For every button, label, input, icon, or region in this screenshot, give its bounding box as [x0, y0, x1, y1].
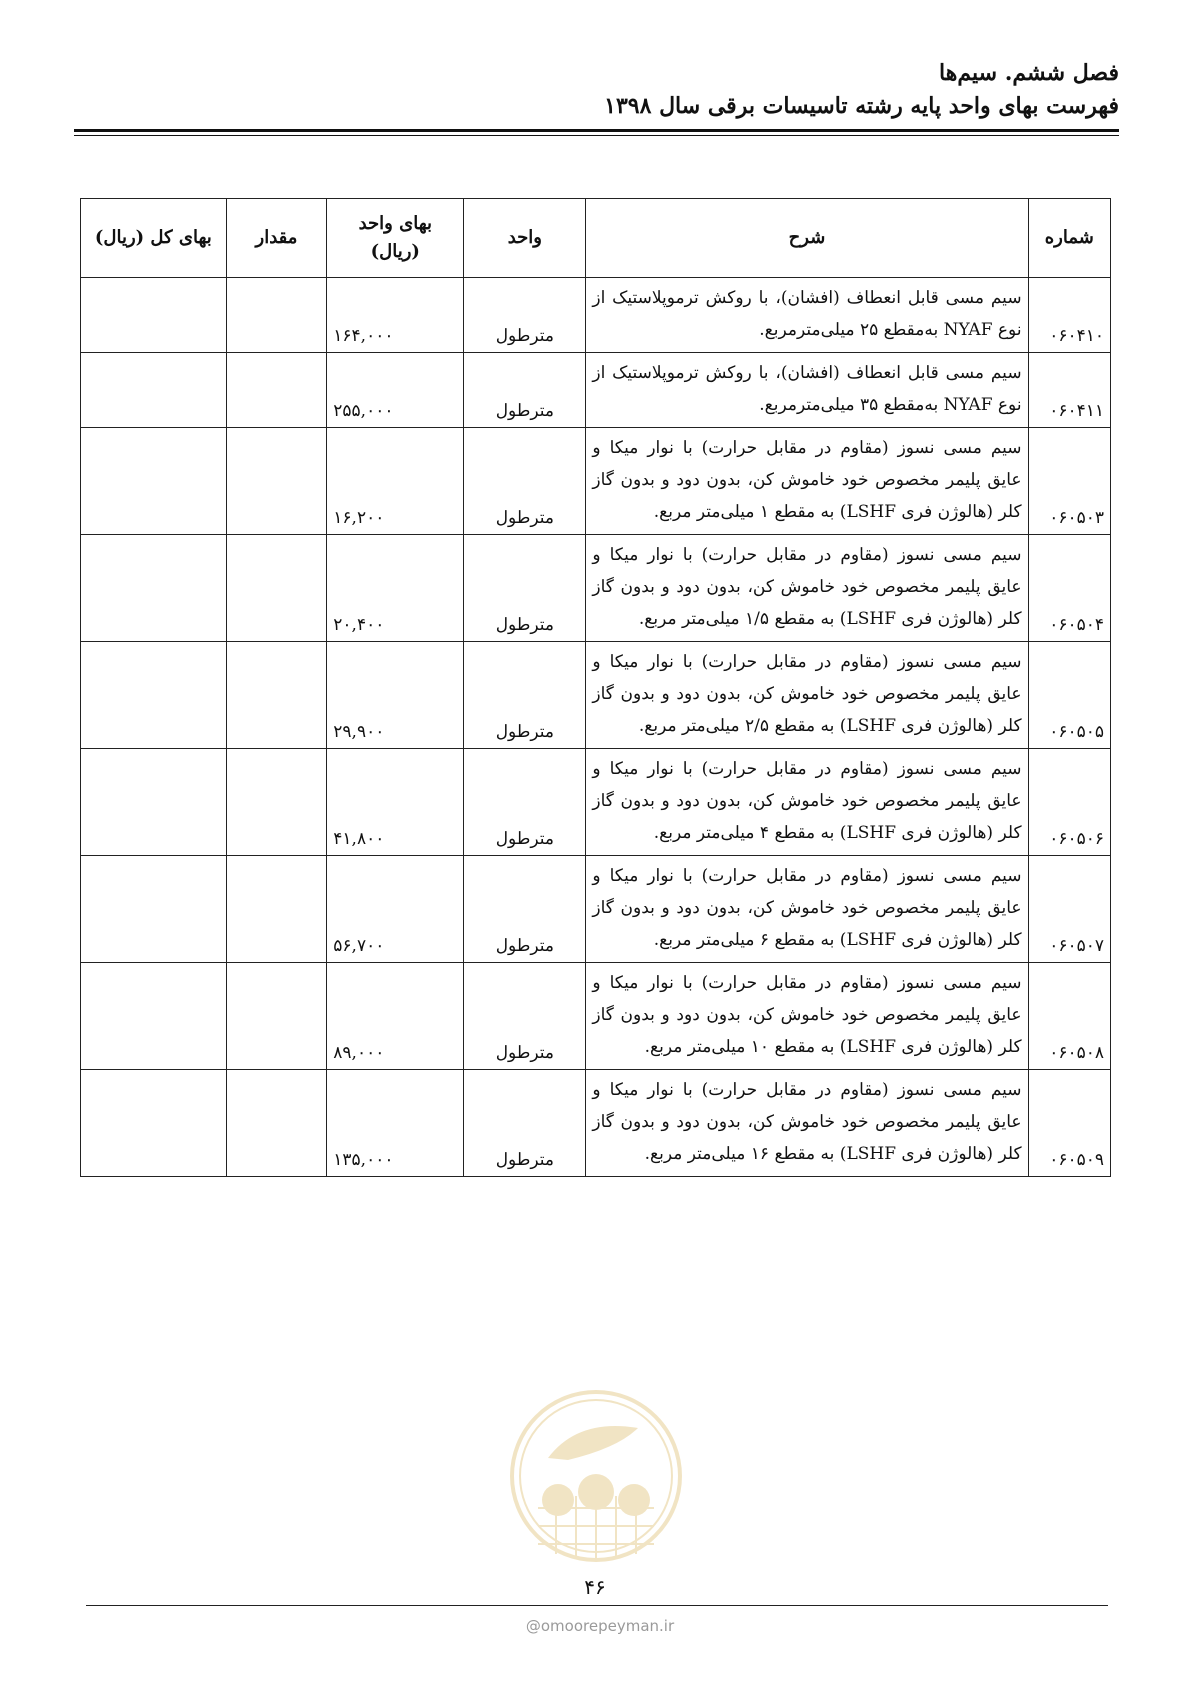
item-code: ۰۶۰۵۰۴	[1028, 535, 1110, 642]
item-unit: مترطول	[464, 856, 586, 963]
item-description: سیم مسی نسوز (مقاوم در مقابل حرارت) با نوار میکا و عایق پلیمر مخصوص خود خاموش کن، بدون دود و بدون گاز کلر (هالوژن فری LSHF) به مقطع ۲/۵ میلی‌متر مربع.	[586, 642, 1028, 749]
table-row	[81, 535, 1111, 642]
item-unit-price: ۲۵۵,۰۰۰	[327, 353, 464, 428]
item-description: سیم مسی نسوز (مقاوم در مقابل حرارت) با نوار میکا و عایق پلیمر مخصوص خود خاموش کن، بدون دود و بدون گاز کلر (هالوژن فری LSHF) به مقطع ۱/۵ میلی‌متر مربع.	[586, 535, 1028, 642]
item-quantity	[226, 856, 327, 963]
watermark-logo	[508, 1388, 684, 1564]
table-row	[81, 428, 1111, 535]
item-unit-price: ۱۶۴,۰۰۰	[327, 278, 464, 353]
item-total	[81, 963, 227, 1070]
item-code: ۰۶۰۵۰۳	[1028, 428, 1110, 535]
document-title: فهرست بهای واحد پایه رشته تاسیسات برقی سال ۱۳۹۸	[604, 93, 1119, 119]
item-code: ۰۶۰۵۰۹	[1028, 1070, 1110, 1177]
item-total	[81, 353, 227, 428]
table-row	[81, 278, 1111, 353]
table-header-row	[81, 199, 1111, 278]
table-row	[81, 1070, 1111, 1177]
item-code: ۰۶۰۵۰۸	[1028, 963, 1110, 1070]
price-table	[80, 198, 1111, 1177]
item-code: ۰۶۰۴۱۱	[1028, 353, 1110, 428]
table-row	[81, 749, 1111, 856]
item-unit: مترطول	[464, 353, 586, 428]
item-quantity	[226, 1070, 327, 1177]
item-unit: مترطول	[464, 642, 586, 749]
item-unit: مترطول	[464, 278, 586, 353]
item-code: ۰۶۰۴۱۰	[1028, 278, 1110, 353]
chapter-title: فصل ششم. سیم‌ها	[939, 60, 1119, 86]
header-rule-thick	[74, 129, 1119, 132]
item-total	[81, 642, 227, 749]
item-unit: مترطول	[464, 535, 586, 642]
item-quantity	[226, 278, 327, 353]
item-quantity	[226, 749, 327, 856]
item-unit-price: ۲۰,۴۰۰	[327, 535, 464, 642]
column-header-code: شماره	[1028, 199, 1110, 278]
item-quantity	[226, 428, 327, 535]
item-quantity	[226, 535, 327, 642]
item-description: سیم مسی نسوز (مقاوم در مقابل حرارت) با نوار میکا و عایق پلیمر مخصوص خود خاموش کن، بدون دود و بدون گاز کلر (هالوژن فری LSHF) به مقطع ۱ میلی‌متر مربع.	[586, 428, 1028, 535]
table-row	[81, 963, 1111, 1070]
header-rule-thin	[74, 135, 1119, 136]
item-unit-price: ۱۳۵,۰۰۰	[327, 1070, 464, 1177]
column-header-unit-price	[327, 199, 464, 278]
item-total	[81, 856, 227, 963]
item-unit: مترطول	[464, 428, 586, 535]
item-description: سیم مسی نسوز (مقاوم در مقابل حرارت) با نوار میکا و عایق پلیمر مخصوص خود خاموش کن، بدون دود و بدون گاز کلر (هالوژن فری LSHF) به مقطع ۱۰ میلی‌متر مربع.	[586, 963, 1028, 1070]
item-unit-price: ۵۶,۷۰۰	[327, 856, 464, 963]
item-code: ۰۶۰۵۰۶	[1028, 749, 1110, 856]
item-total	[81, 278, 227, 353]
item-unit-price: ۴۱,۸۰۰	[327, 749, 464, 856]
item-unit-price: ۸۹,۰۰۰	[327, 963, 464, 1070]
item-description: سیم مسی نسوز (مقاوم در مقابل حرارت) با نوار میکا و عایق پلیمر مخصوص خود خاموش کن، بدون دود و بدون گاز کلر (هالوژن فری LSHF) به مقطع ۱۶ میلی‌متر مربع.	[586, 1070, 1028, 1177]
item-total	[81, 749, 227, 856]
item-total	[81, 1070, 227, 1177]
website-label: @omoorepeyman.ir	[525, 1617, 675, 1635]
item-total	[81, 535, 227, 642]
item-unit-price: ۲۹,۹۰۰	[327, 642, 464, 749]
item-description: سیم مسی قابل انعطاف (افشان)، با روکش ترموپلاستیک از نوع NYAF به‌مقطع ۲۵ میلی‌مترمربع.	[586, 278, 1028, 353]
item-description: سیم مسی نسوز (مقاوم در مقابل حرارت) با نوار میکا و عایق پلیمر مخصوص خود خاموش کن، بدون دود و بدون گاز کلر (هالوژن فری LSHF) به مقطع ۴ میلی‌متر مربع.	[586, 749, 1028, 856]
table-row	[81, 856, 1111, 963]
table-row	[81, 642, 1111, 749]
item-description: سیم مسی قابل انعطاف (افشان)، با روکش ترموپلاستیک از نوع NYAF به‌مقطع ۳۵ میلی‌مترمربع.	[586, 353, 1028, 428]
item-description: سیم مسی نسوز (مقاوم در مقابل حرارت) با نوار میکا و عایق پلیمر مخصوص خود خاموش کن، بدون دود و بدون گاز کلر (هالوژن فری LSHF) به مقطع ۶ میلی‌متر مربع.	[586, 856, 1028, 963]
item-unit: مترطول	[464, 749, 586, 856]
table-row	[81, 353, 1111, 428]
footer-rule	[86, 1605, 1108, 1606]
item-quantity	[226, 642, 327, 749]
column-header-total: بهای کل (ریال)	[81, 199, 227, 278]
item-quantity	[226, 353, 327, 428]
item-total	[81, 428, 227, 535]
item-unit-price: ۱۶,۲۰۰	[327, 428, 464, 535]
page-number: ۴۶	[584, 1575, 606, 1599]
item-code: ۰۶۰۵۰۵	[1028, 642, 1110, 749]
item-quantity	[226, 963, 327, 1070]
column-header-unit: واحد	[464, 199, 586, 278]
unit-price-currency: (ریال)	[370, 241, 420, 262]
item-unit: مترطول	[464, 1070, 586, 1177]
item-unit: مترطول	[464, 963, 586, 1070]
item-code: ۰۶۰۵۰۷	[1028, 856, 1110, 963]
unit-price-label: بهای واحد	[358, 213, 433, 234]
page-header	[69, 56, 1119, 122]
column-header-description: شرح	[586, 199, 1028, 278]
column-header-quantity: مقدار	[226, 199, 327, 278]
